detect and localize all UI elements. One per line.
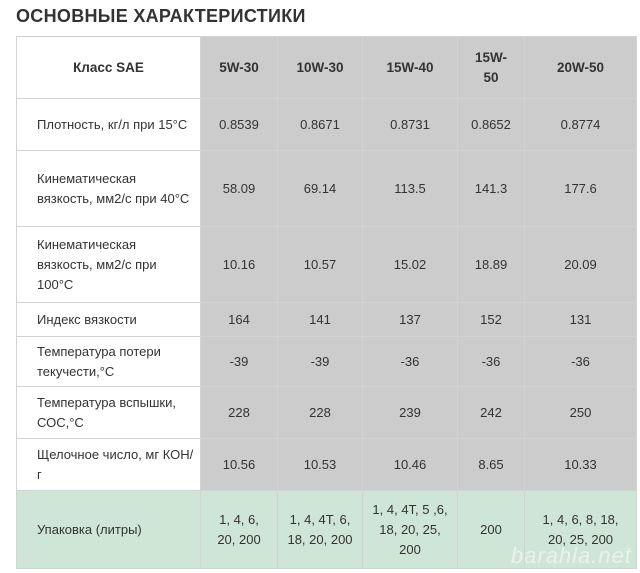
cell-value: 113.5 xyxy=(363,151,458,227)
cell-value: 18.89 xyxy=(458,227,525,303)
header-col-10w30: 10W-30 xyxy=(278,37,363,99)
header-col-5w30: 5W-30 xyxy=(201,37,278,99)
cell-value: 8.65 xyxy=(458,439,525,491)
cell-value: 228 xyxy=(201,387,278,439)
cell-value: -39 xyxy=(278,337,363,387)
cell-value: 200 xyxy=(458,491,525,569)
row-viscosity-index xyxy=(17,303,637,337)
cell-value: 1, 4, 6, 8, 18, 20, 25, 200 xyxy=(525,491,637,569)
row-viscosity-100 xyxy=(17,227,637,303)
row-label: Температура вспышки, СОС,°С xyxy=(17,387,201,439)
row-label: Индекс вязкости xyxy=(17,303,201,337)
cell-value: 10.33 xyxy=(525,439,637,491)
header-col-20w50: 20W-50 xyxy=(525,37,637,99)
header-col-15w40: 15W-40 xyxy=(363,37,458,99)
row-base-number xyxy=(17,439,637,491)
cell-value: 15.02 xyxy=(363,227,458,303)
header-row xyxy=(17,37,637,99)
row-viscosity-40 xyxy=(17,151,637,227)
cell-value: 0.8652 xyxy=(458,99,525,151)
cell-value: 141 xyxy=(278,303,363,337)
cell-value: 0.8539 xyxy=(201,99,278,151)
row-label: Упаковка (литры) xyxy=(17,491,201,569)
cell-value: -36 xyxy=(525,337,637,387)
cell-value: 0.8774 xyxy=(525,99,637,151)
cell-value: -36 xyxy=(458,337,525,387)
cell-value: 131 xyxy=(525,303,637,337)
cell-value: 0.8731 xyxy=(363,99,458,151)
cell-value: 10.46 xyxy=(363,439,458,491)
row-pour-point xyxy=(17,337,637,387)
header-col-15w50: 15W-50 xyxy=(458,37,525,99)
row-label: Температура потери текучести,°С xyxy=(17,337,201,387)
cell-value: 10.53 xyxy=(278,439,363,491)
cell-value: 239 xyxy=(363,387,458,439)
cell-value: 10.57 xyxy=(278,227,363,303)
watermark: barahla.net xyxy=(510,543,632,568)
cell-value: 10.16 xyxy=(201,227,278,303)
cell-value: 177.6 xyxy=(525,151,637,227)
cell-value: 69.14 xyxy=(278,151,363,227)
cell-value: 152 xyxy=(458,303,525,337)
page-title: ОСНОВНЫЕ ХАРАКТЕРИСТИКИ xyxy=(16,6,306,26)
row-label: Кинематическая вязкость, мм2/с при 100°С xyxy=(17,227,201,303)
cell-value: 1, 4, 6, 20, 200 xyxy=(201,491,278,569)
cell-value: 228 xyxy=(278,387,363,439)
cell-value: -36 xyxy=(363,337,458,387)
cell-value: 164 xyxy=(201,303,278,337)
row-label: Плотность, кг/л при 15°С xyxy=(17,99,201,151)
row-flash-point xyxy=(17,387,637,439)
row-label: Щелочное число, мг КОН/г xyxy=(17,439,201,491)
cell-value: 250 xyxy=(525,387,637,439)
row-density xyxy=(17,99,637,151)
cell-value: 141.3 xyxy=(458,151,525,227)
specs-table xyxy=(16,36,637,569)
cell-value: 0.8671 xyxy=(278,99,363,151)
cell-value: 58.09 xyxy=(201,151,278,227)
cell-value: -39 xyxy=(201,337,278,387)
row-label: Кинематическая вязкость, мм2/с при 40°С xyxy=(17,151,201,227)
cell-value: 10.56 xyxy=(201,439,278,491)
cell-value: 1, 4, 4Т, 5 ,6, 18, 20, 25, 200 xyxy=(363,491,458,569)
cell-value: 242 xyxy=(458,387,525,439)
cell-value: 20.09 xyxy=(525,227,637,303)
cell-value: 1, 4, 4Т, 6, 18, 20, 200 xyxy=(278,491,363,569)
header-sae-class: Класс SAE xyxy=(17,37,201,99)
cell-value: 137 xyxy=(363,303,458,337)
